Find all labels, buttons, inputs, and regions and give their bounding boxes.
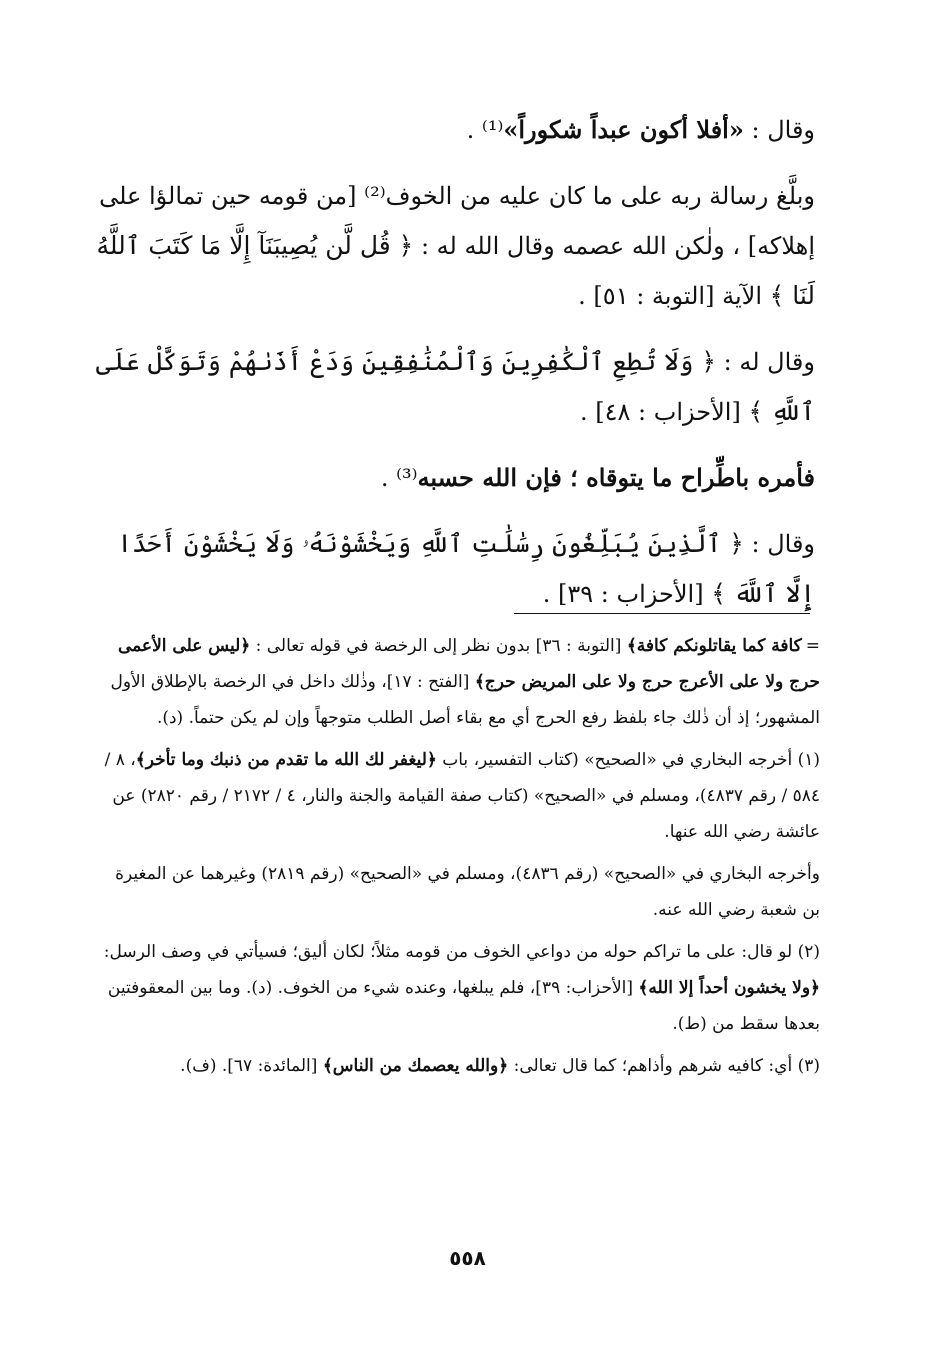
text: وقال : xyxy=(743,530,815,558)
paragraph-4 xyxy=(95,453,815,503)
text: [التوبة : ٣٦] بدون نظر إلى الرخصة في قوله تعالى : xyxy=(250,636,627,656)
text: وأخرجه البخاري في «الصحيح» (رقم ٤٨٣٦)، ومسلم في «الصحيح» (رقم ٢٨١٩) وغيرهما عن المغيرة بن شعبة رضي الله عنه. xyxy=(115,864,820,920)
text: . xyxy=(466,116,482,144)
text: [المائدة: ٦٧]. (ف). xyxy=(180,1056,323,1076)
text: فأمره باطِّراح ما يتوقاه ؛ فإن الله حسبه xyxy=(417,463,815,492)
text: وبلَّغ رسالة ربه على ما كان عليه من الخوف xyxy=(385,182,815,210)
text: ، ٨ / ٥٨٤ / رقم ٤٨٣٧)، ومسلم في «الصحيح» (كتاب صفة القيامة والجنة والنار، ٤ / ٢١٧٢ / رقم ٢٨٢٠) عن عائشة رضي الله عنها. xyxy=(104,750,820,842)
verse-reference: الآية [التوبة : ٥١] . xyxy=(578,282,770,310)
text: وقال له : xyxy=(716,348,815,376)
text: [من قومه حين تمالؤا على إهلاكه] ، ولٰكن الله عصمه وقال الله له : xyxy=(99,182,815,260)
footnote-continuation xyxy=(95,628,820,736)
quran-verse: ﴿ليس على الأعمى حرج ولا على الأعرج حرج ولا على المريض حرج﴾ xyxy=(117,636,820,692)
quran-verse: ﴿ليغفر لك الله ما تقدم من ذنبك وما تأخر﴾ xyxy=(135,750,437,770)
text: . xyxy=(380,464,397,492)
text: (٣) أي: كافيه شرهم وأذاهم؛ كما قال تعالى: xyxy=(508,1056,820,1076)
quran-verse: ﴿ وَلَا تُطِعِ ٱلْكَٰفِرِينَ وَٱلْمُنَٰفِقِينَ وَدَعْ أَذَىٰهُمْ وَتَوَكَّلْ عَلَى ٱللَّهِ ﴾ xyxy=(95,347,815,426)
footnote-ref: ⁽³⁾ xyxy=(396,464,418,492)
quran-verse: ﴿ولا يخشون أحداً إلا الله﴾ xyxy=(638,978,820,998)
text: (٢) لو قال: على ما تراكم حوله من دواعي الخوف من قومه مثلاً؛ لكان أليق؛ فسيأتي في وصف الرسل: xyxy=(103,942,820,962)
paragraph-5 xyxy=(95,519,815,619)
quran-verse: ﴿ قُل لَّن يُصِيبَنَآ إِلَّا مَا كَتَبَ ٱللَّهُ لَنَا ﴾ xyxy=(96,231,815,310)
text: (١) أخرجه البخاري في «الصحيح» (كتاب التفسير، باب xyxy=(436,750,820,770)
paragraph-2 xyxy=(95,171,815,321)
verse-reference: [الأحزاب : ٤٨] . xyxy=(580,398,749,426)
footnote-ref: ⁽²⁾ xyxy=(364,182,386,210)
text: وقال : xyxy=(743,116,815,144)
footnotes xyxy=(95,628,820,1090)
verse-reference: [الأحزاب : ٣٩] . xyxy=(542,580,712,608)
footnote-1-addendum xyxy=(95,856,820,928)
continuation-marker: = xyxy=(805,636,820,656)
paragraph-3 xyxy=(95,337,815,437)
footnote-2 xyxy=(95,934,820,1042)
quran-verse: كافة كما يقاتلونكم كافة﴾ xyxy=(626,636,802,656)
text: [الأحزاب: ٣٩]، فلم يبلغها، وعنده شيء من الخوف. (د). وما بين المعقوفتين بعدها سقط من (ط). xyxy=(107,978,820,1034)
footnote-1 xyxy=(95,742,820,850)
text: [الفتح : ١٧]، وذٰلك داخل في الرخصة بالإطلاق الأول المشهور؛ إذ أن ذٰلك جاء بلفظ رفع الحرج أي مع بقاء أصل الطلب متوجهاً وإن لم يكن حتماً. (د). xyxy=(110,672,820,728)
hadith-quote: «أفلا أكون عبداً شكوراً» xyxy=(503,115,744,144)
paragraph-1 xyxy=(95,105,815,155)
footnote-ref: ⁽¹⁾ xyxy=(481,116,504,144)
page-number: ٥٥٨ xyxy=(449,1246,486,1270)
main-text xyxy=(95,105,815,635)
footnote-divider xyxy=(514,613,810,614)
footnote-3 xyxy=(95,1048,820,1084)
quran-verse: ﴿ ٱلَّذِينَ يُبَلِّغُونَ رِسَٰلَٰتِ ٱللَّهِ وَيَخْشَوْنَهُۥ وَلَا يَخْشَوْنَ أَحَدًا إِلَّا ٱللَّهَ ﴾ xyxy=(117,529,815,608)
quran-verse: ﴿والله يعصمك من الناس﴾ xyxy=(322,1056,509,1076)
